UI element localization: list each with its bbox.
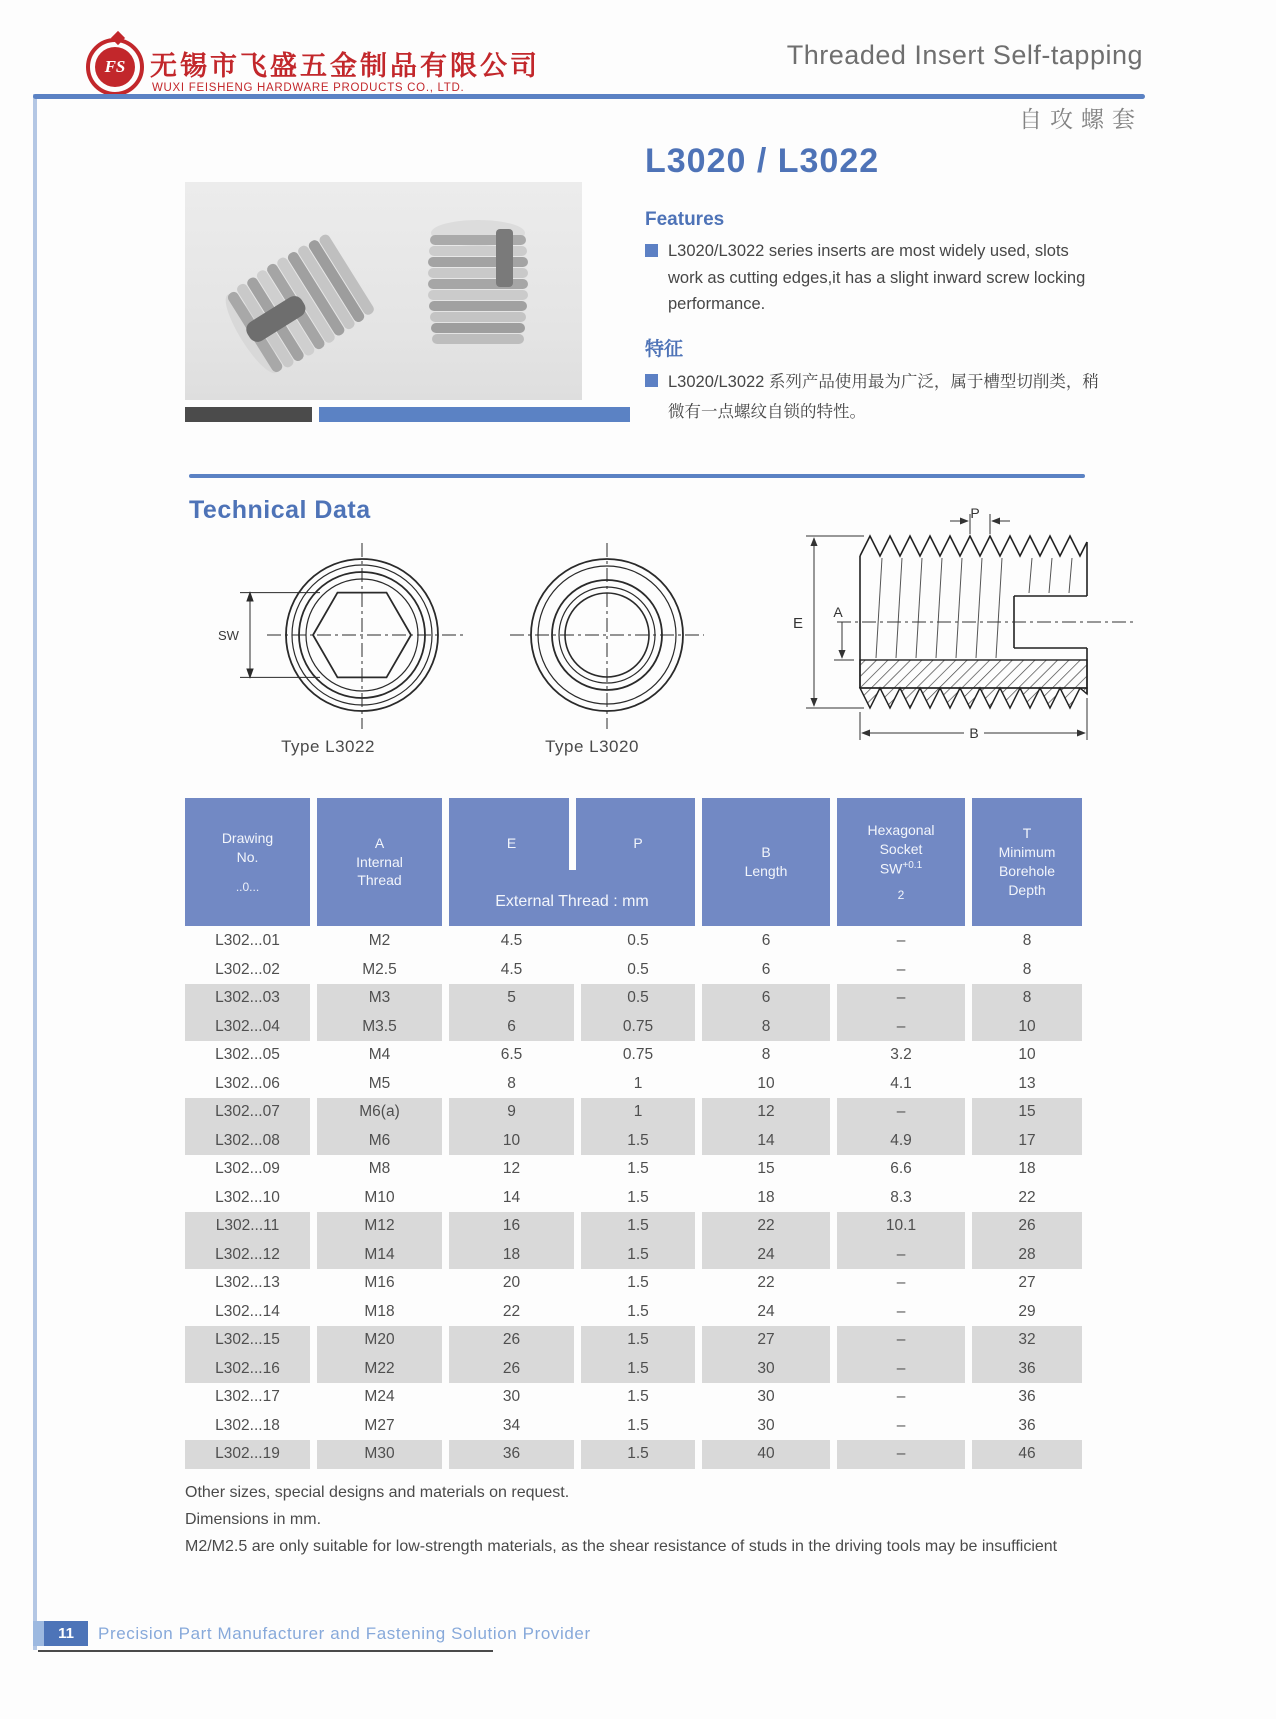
dim-label-sw: SW — [218, 628, 239, 643]
header-line: T — [1022, 825, 1032, 842]
footnote: M2/M2.5 are only suitable for low-strength materials, as the shear resistance of studs in the driving tools may be insufficient — [185, 1538, 1058, 1555]
header-line: B — [761, 844, 771, 861]
table-cell: 6.5 — [500, 1046, 523, 1063]
footer-underline — [38, 1650, 493, 1652]
table-row — [185, 1155, 1082, 1184]
header-line: Minimum — [998, 844, 1056, 861]
table-cell: 36 — [1018, 1388, 1036, 1405]
table-cell: 3.2 — [890, 1046, 912, 1063]
table-cell: M16 — [364, 1274, 395, 1291]
table-row — [185, 1326, 1082, 1355]
table-cell: 18 — [449, 1241, 574, 1270]
table-cell: M27 — [364, 1416, 395, 1434]
page-title-cn: 自攻螺套 — [1019, 106, 1143, 132]
table-cell: 1.5 — [627, 1274, 649, 1291]
table-cell: L302...18 — [215, 1416, 280, 1434]
table-cell: M3 — [317, 984, 442, 1013]
table-cell: 30 — [757, 1388, 775, 1405]
table-row — [185, 1412, 1082, 1441]
table-cell: 1.5 — [581, 1440, 695, 1469]
page-title: Threaded Insert Self-tapping — [786, 40, 1143, 70]
table-cell: M8 — [368, 1160, 391, 1177]
table-cell: – — [896, 1274, 906, 1291]
table-cell: – — [896, 1302, 906, 1320]
header-sub: ..0... — [235, 879, 260, 894]
table-cell: 36 — [972, 1355, 1082, 1384]
features-heading-en: Features — [645, 209, 725, 230]
header-line: Thread — [357, 872, 402, 889]
table-cell: 6 — [761, 960, 771, 978]
table-cell: – — [837, 1440, 965, 1469]
table-cell: 46 — [972, 1440, 1082, 1469]
table-row — [185, 1440, 1082, 1469]
table-cell: 1.5 — [627, 1188, 649, 1206]
table-cell: 0.75 — [581, 1013, 695, 1042]
footnote: Dimensions in mm. — [185, 1511, 322, 1528]
table-cell: 1.5 — [627, 1416, 649, 1434]
header-line: Borehole — [998, 863, 1056, 879]
table-cell: M24 — [364, 1388, 395, 1405]
table-cell: 4.5 — [500, 960, 523, 978]
table-cell: 1 — [581, 1098, 695, 1127]
company-name-en: WUXI FEISHENG HARDWARE PRODUCTS CO., LTD. — [152, 82, 465, 94]
table-cell: 0.5 — [627, 960, 649, 978]
table-cell: L302...12 — [185, 1241, 310, 1270]
table-cell: L302...13 — [215, 1274, 280, 1291]
table-cell: 9 — [449, 1098, 574, 1127]
bullet-square-icon — [645, 374, 658, 387]
table-row — [185, 1269, 1082, 1298]
table-row — [185, 1298, 1082, 1327]
table-cell: L302...17 — [215, 1388, 280, 1405]
table-cell: 8 — [507, 1074, 516, 1092]
header-line: Drawing — [221, 830, 274, 847]
footnote: Other sizes, special designs and materials on request. — [185, 1484, 570, 1501]
table-cell: 29 — [1018, 1302, 1036, 1320]
page-number-badge: 11 — [44, 1621, 88, 1646]
table-cell: M5 — [368, 1074, 391, 1092]
table-row — [185, 1383, 1082, 1412]
footer-accent-nub — [33, 1621, 44, 1646]
table-cell: – — [837, 1355, 965, 1384]
table-row — [185, 927, 1082, 956]
table-cell: 32 — [972, 1326, 1082, 1355]
header-line: No. — [236, 848, 259, 865]
header-line: Length — [744, 863, 788, 879]
footnotes — [185, 1484, 1115, 1565]
table-cell: 15 — [757, 1160, 775, 1177]
table-cell: 4.1 — [890, 1074, 912, 1092]
left-margin-rule — [33, 94, 37, 1650]
product-photo — [185, 182, 582, 400]
table-cell: 20 — [502, 1274, 521, 1291]
table-row — [185, 956, 1082, 985]
table-cell: 30 — [502, 1388, 521, 1405]
table-cell: M14 — [317, 1241, 442, 1270]
front-view-l3020-drawing — [502, 538, 712, 733]
table-cell: 18 — [757, 1188, 775, 1206]
table-cell: 24 — [702, 1241, 830, 1270]
feature-item-cn — [645, 368, 1103, 427]
table-cell: 1.5 — [581, 1127, 695, 1156]
logo-diamond — [111, 31, 125, 45]
header-line: Depth — [1008, 881, 1046, 898]
photo-accent-bar-dark — [185, 407, 312, 422]
table-cell: M12 — [317, 1212, 442, 1241]
table-row — [185, 1070, 1082, 1099]
photo-accent-bar-blue — [319, 407, 630, 422]
table-row — [185, 1241, 1082, 1270]
spec-table-body — [185, 927, 1082, 1469]
col-header-length — [702, 798, 830, 926]
table-cell: 8 — [1022, 960, 1032, 978]
table-cell: M22 — [317, 1355, 442, 1384]
footer-tagline: Precision Part Manufacturer and Fastening Solution Provider — [98, 1624, 591, 1643]
logo-monogram: FS — [95, 47, 135, 87]
table-cell: 1.5 — [581, 1212, 695, 1241]
table-cell: 12 — [702, 1098, 830, 1127]
table-cell: 30 — [757, 1416, 775, 1434]
table-cell: 6 — [702, 984, 830, 1013]
table-cell: L302...11 — [185, 1212, 310, 1241]
table-cell: 6.6 — [890, 1160, 912, 1177]
dim-label-a: A — [833, 604, 843, 620]
table-cell: 17 — [972, 1127, 1082, 1156]
table-cell: L302...19 — [185, 1440, 310, 1469]
feature-text-cn: L3020/L3022 系列产品使用最为广泛，属于槽型切削类，稍微有一点螺纹自锁的特性。 — [668, 373, 1099, 421]
threaded-inserts-image — [185, 182, 582, 400]
table-cell: L302...02 — [215, 960, 280, 978]
table-cell: M2 — [368, 932, 391, 949]
table-cell: L302...05 — [215, 1046, 280, 1063]
col-header-p: P — [633, 835, 643, 851]
header-line: Hexagonal — [867, 822, 935, 839]
col-header-drawing-no — [185, 798, 310, 926]
table-cell: 6 — [449, 1013, 574, 1042]
features-heading-cn: 特征 — [645, 339, 684, 361]
table-row — [185, 1184, 1082, 1213]
table-row — [185, 984, 1082, 1013]
dim-label-e: E — [792, 615, 804, 632]
table-cell: L302...16 — [185, 1355, 310, 1384]
table-cell: 1 — [633, 1074, 643, 1092]
table-cell: L302...04 — [185, 1013, 310, 1042]
technical-data-heading: Technical Data — [189, 496, 371, 524]
table-cell: L302...15 — [185, 1326, 310, 1355]
table-cell: L302...06 — [215, 1074, 280, 1092]
table-cell: M6(a) — [317, 1098, 442, 1127]
table-cell: 24 — [757, 1302, 775, 1320]
table-cell: L302...09 — [215, 1160, 280, 1177]
table-cell: 26 — [449, 1355, 574, 1384]
table-cell: M18 — [364, 1302, 395, 1320]
dim-label-p: P — [970, 505, 980, 521]
table-cell: 28 — [972, 1241, 1082, 1270]
table-cell: 0.5 — [581, 984, 695, 1013]
series-title: L3020 / L3022 — [645, 142, 880, 180]
table-cell: 1.5 — [627, 1302, 649, 1320]
table-row — [185, 1098, 1082, 1127]
table-cell: – — [896, 1416, 906, 1434]
table-cell: 12 — [502, 1160, 521, 1177]
table-row — [185, 1212, 1082, 1241]
table-cell: L302...07 — [185, 1098, 310, 1127]
product-intro — [645, 142, 1103, 444]
table-cell: – — [837, 1098, 965, 1127]
table-cell: – — [896, 960, 906, 978]
table-cell: 40 — [702, 1440, 830, 1469]
section-divider — [189, 474, 1085, 478]
table-cell: 22 — [502, 1302, 521, 1320]
table-cell: 10 — [972, 1013, 1082, 1042]
header-line: 2 — [897, 887, 905, 902]
header-line: Internal — [356, 853, 403, 870]
col-header-e: E — [506, 835, 517, 851]
table-cell: 0.5 — [627, 932, 649, 949]
table-cell: M4 — [368, 1046, 391, 1063]
table-cell: 5 — [449, 984, 574, 1013]
table-cell: 10 — [1018, 1046, 1036, 1063]
header-line: Socket — [879, 841, 923, 858]
table-cell: 36 — [449, 1440, 574, 1469]
table-cell: – — [837, 1241, 965, 1270]
table-cell: 18 — [1018, 1160, 1036, 1177]
table-cell: 14 — [702, 1127, 830, 1156]
spec-table — [185, 798, 1082, 1469]
table-cell: 1.5 — [627, 1388, 649, 1405]
caption-type-l3022: Type L3022 — [281, 737, 375, 756]
dim-label-b: B — [969, 725, 979, 741]
table-header-row — [185, 798, 1082, 926]
table-cell: 26 — [972, 1212, 1082, 1241]
table-cell: 22 — [702, 1212, 830, 1241]
header-line: $SW^{+0.1}$ — [879, 860, 923, 877]
table-cell: 1.5 — [627, 1160, 649, 1177]
table-cell: 27 — [1018, 1274, 1036, 1291]
table-cell: 30 — [702, 1355, 830, 1384]
table-cell: 8 — [702, 1013, 830, 1042]
table-cell: – — [837, 1326, 965, 1355]
table-cell: 10 — [757, 1074, 775, 1092]
external-thread-subheader: External Thread : mm — [495, 893, 649, 911]
table-cell: M10 — [364, 1188, 395, 1206]
table-cell: M6 — [317, 1127, 442, 1156]
col-header-hex-socket — [837, 798, 965, 926]
table-cell: 0.75 — [622, 1046, 654, 1063]
table-cell: 22 — [757, 1274, 775, 1291]
table-cell: 14 — [502, 1188, 521, 1206]
table-cell: L302...03 — [185, 984, 310, 1013]
table-cell: 15 — [972, 1098, 1082, 1127]
company-name-cn: 无锡市飞盛五金制品有限公司 — [150, 51, 540, 81]
table-cell: – — [837, 1013, 965, 1042]
table-cell: 1.5 — [581, 1241, 695, 1270]
bullet-square-icon — [645, 244, 658, 257]
table-row — [185, 1355, 1082, 1384]
table-cell: 16 — [449, 1212, 574, 1241]
table-cell: M2.5 — [362, 960, 397, 978]
table-cell: 8.3 — [890, 1188, 912, 1206]
table-row — [185, 1127, 1082, 1156]
table-cell: 6 — [761, 932, 771, 949]
table-row — [185, 1013, 1082, 1042]
feature-text-en: L3020/L3022 series inserts are most widely used, slots work as cutting edges,it has a slight inward screw locking performance. — [668, 242, 1086, 314]
table-cell: 1.5 — [581, 1355, 695, 1384]
table-cell: M30 — [317, 1440, 442, 1469]
col-header-borehole-depth — [972, 798, 1082, 926]
header-line: A — [374, 834, 385, 851]
table-cell: – — [896, 932, 906, 949]
table-cell: 10.1 — [837, 1212, 965, 1241]
table-cell: 10 — [449, 1127, 574, 1156]
header-divider — [33, 94, 1145, 99]
table-cell: – — [896, 1388, 906, 1405]
table-cell: 1.5 — [581, 1326, 695, 1355]
table-cell: 34 — [502, 1416, 521, 1434]
table-cell: – — [837, 984, 965, 1013]
table-cell: 27 — [702, 1326, 830, 1355]
table-cell: 8 — [972, 984, 1082, 1013]
table-cell: 13 — [1018, 1074, 1036, 1092]
table-cell: L302...10 — [215, 1188, 280, 1206]
table-row — [185, 1041, 1082, 1070]
company-logo — [86, 38, 144, 96]
table-cell: 22 — [1018, 1188, 1036, 1206]
table-cell: 4.9 — [837, 1127, 965, 1156]
col-header-external-thread — [449, 798, 695, 926]
front-view-l3022-drawing — [212, 538, 482, 733]
table-cell: 8 — [761, 1046, 771, 1063]
table-cell: L302...08 — [185, 1127, 310, 1156]
table-cell: 36 — [1018, 1416, 1036, 1434]
table-cell: M20 — [317, 1326, 442, 1355]
feature-item-en — [645, 238, 1103, 318]
side-section-drawing — [742, 500, 1142, 755]
caption-type-l3020: Type L3020 — [545, 737, 639, 756]
table-cell: 8 — [1022, 932, 1032, 949]
table-cell: L302...01 — [215, 932, 280, 949]
table-cell: 26 — [449, 1326, 574, 1355]
table-cell: M3.5 — [317, 1013, 442, 1042]
table-cell: 4.5 — [500, 932, 523, 949]
table-cell: L302...14 — [215, 1302, 280, 1320]
col-header-internal-thread — [317, 798, 442, 926]
